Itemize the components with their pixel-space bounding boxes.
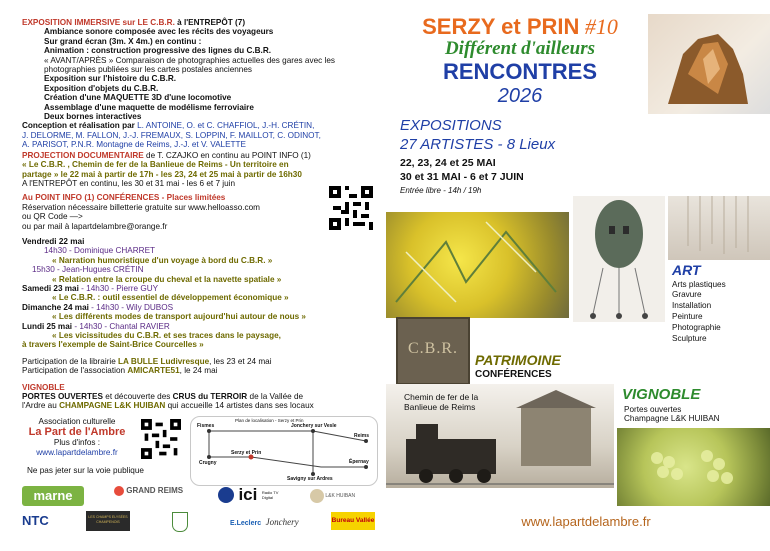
- conf-day-5-row: [22, 322, 377, 331]
- expo-title-a: EXPOSITION IMMERSIVE sur LE C.B.R.: [22, 18, 175, 27]
- conf-time-5: - 14h30 - Chantal RAVIER: [72, 321, 170, 331]
- credits-line-2: J. DELORME, M. FALLON, J.-J. FREMAUX, S. LOPPIN, F. MAILLOT, C. ODINOT,: [22, 130, 321, 140]
- train-photo: [386, 384, 614, 488]
- vignoble-l1b: et découverte des: [102, 392, 173, 402]
- librairie-name: LA BULLE Ludivresque: [118, 356, 210, 366]
- logo-champs-elysees: LES CHAMPS ELYSÉES CHAMPENOIS: [86, 511, 130, 531]
- projection-line-3: partage » le 22 mai à partir de 17h - les 23, 24 et 25 mai à partir de 16h30: [22, 169, 302, 179]
- logo-bureau-vallee: Bureau Vallée: [331, 512, 375, 530]
- qr-code-website[interactable]: [141, 419, 181, 459]
- conf-day-4: Dimanche 24 mai: [22, 302, 89, 312]
- vignoble-line-1: [22, 392, 377, 401]
- credits-line-1: [22, 121, 377, 130]
- website-url[interactable]: www.lapartdelambre.fr: [521, 514, 651, 529]
- ici-label: ici: [238, 485, 258, 504]
- installation-photo: [668, 196, 770, 260]
- expo-line-8: Création d'une MAQUETTE 3D d'une locomotive: [44, 93, 232, 103]
- art-item-2: Gravure: [672, 290, 702, 300]
- expositions-heading: EXPOSITIONS: [400, 117, 502, 134]
- sculpture-shape: [648, 14, 770, 114]
- patrimoine-conferences: CONFÉRENCES: [475, 369, 552, 380]
- expo-line-7: Exposition d'objets du C.B.R.: [44, 83, 159, 93]
- vignoble-sub-2: Champagne L&K HUIBAN: [624, 414, 720, 423]
- mask-shape: [573, 196, 665, 322]
- leclerc-label: E.Leclerc: [230, 520, 262, 527]
- train-caption-2: Banlieue de Reims: [404, 402, 476, 412]
- expo-line-5: photographies publiées sur les cartes postales anciennes: [44, 65, 253, 75]
- lk-huiban-label: L&K HUIBAN: [325, 493, 356, 499]
- conf-time-2-row: [22, 265, 377, 274]
- conf-talk-5: « Les vicissitudes du C.B.R. et ses traces dans le paysage,: [52, 331, 281, 340]
- conf-talk-2: « Relation entre la croupe du cheval et la navette spatiale »: [52, 274, 282, 284]
- vignoble-portes: PORTES OUVERTES: [22, 392, 103, 402]
- expo-title-b: à l'ENTREPÔT (7): [174, 18, 246, 27]
- conf-talk-1: « Narration humoristique d'un voyage à bord du C.B.R. »: [52, 255, 273, 265]
- projection-title: [22, 151, 377, 160]
- expo-line-6: Exposition sur l'histoire du C.B.R.: [44, 74, 177, 84]
- conf-talk-5-end: à travers l'exemple de Saint-Brice Courcelles »: [22, 340, 204, 350]
- assoc-label: Association culturelle: [38, 417, 116, 426]
- projection-line-4: A l'ENTREPÔT en continu, les 30 et 31 mai - les 6 et 7 juin: [22, 178, 236, 188]
- grand-reims-icon: [114, 486, 124, 496]
- assoc-info: Plus d'infos :: [53, 438, 101, 448]
- conferences-line-2: ou QR Code —>: [22, 212, 83, 222]
- grand-reims-label: GRAND REIMS: [126, 486, 184, 496]
- conf-time-1: 14h30 - Dominique CHARRET: [44, 246, 156, 256]
- librairie-line: [22, 357, 377, 366]
- map-place-epernay: Épernay: [349, 459, 369, 465]
- title-serzy: [400, 14, 640, 40]
- conf-time-4: - 14h30 - Wily DUBOS: [88, 302, 174, 312]
- art-list: [672, 280, 726, 344]
- conf-time-3: - 14h30 - Pierre GUY: [78, 283, 159, 293]
- credits-label: Conception et réalisation par: [22, 121, 135, 131]
- cbr-plate-text: C.B.R.: [407, 340, 458, 357]
- train-caption-1: Chemin de fer de la: [404, 392, 479, 402]
- conf-day-5: Lundi 25 mai: [22, 321, 73, 331]
- expo-line-1: Ambiance sonore composée avec les récits des voyageurs: [44, 27, 274, 37]
- projection-line-2: « Le C.B.R. , Chemin de fer de la Banlieue de Reims - Un territoire en: [22, 160, 289, 170]
- projection-heading: PROJECTION DOCUMENTAIRE: [22, 150, 144, 160]
- vignoble-sub-1: Portes ouvertes: [624, 405, 682, 414]
- vignoble-champagne: CHAMPAGNE L&K HUIBAN: [59, 401, 166, 411]
- expo-line-3: Animation : construction progressive des lignes du C.B.R.: [44, 46, 272, 56]
- patrimoine-title: PATRIMOINE: [475, 352, 561, 368]
- conf-day-1: Vendredi 22 mai: [22, 236, 85, 246]
- map-place-savigny: Savigny sur Ardres: [287, 476, 333, 482]
- lk-huiban-icon: [310, 489, 324, 503]
- credits-names-1: L. ANTOINE, O. et C. CHAFFIOL, J.-H. CRÉTIN,: [134, 121, 315, 131]
- vignoble-l2c: qui accueille 14 artistes dans ses locaux: [165, 401, 314, 411]
- art-item-1: Arts plastiques: [672, 280, 726, 289]
- vignoble-line-2: [22, 401, 377, 410]
- map-title: Plan de localisation - Serzy et Prin: [235, 418, 304, 423]
- association-date: , le 24 mai: [179, 366, 218, 376]
- expo-line-4: « AVANT/APRÈS » Comparaison de photographies actuelles des gares avec les: [44, 55, 335, 65]
- association-name: AMICARTE51: [127, 366, 180, 376]
- grapes-photo: [617, 428, 770, 506]
- art-item-6: Sculpture: [672, 334, 707, 344]
- year: 2026: [497, 85, 543, 107]
- mask-sculpture-photo: [573, 196, 665, 322]
- qr-code-conferences[interactable]: [329, 186, 373, 230]
- conf-talk-4: « Les différents modes de transport aujourd'hui autour de nous »: [52, 312, 306, 322]
- conf-day-3: Samedi 23 mai: [22, 283, 79, 293]
- title-edition: #10: [579, 14, 618, 39]
- location-map[interactable]: [190, 416, 378, 486]
- librairie-dates: , les 23 et 24 mai: [209, 356, 272, 366]
- conf-day-4-row: [22, 303, 377, 312]
- painting-yellow: [386, 212, 569, 318]
- logo-marne: marne: [22, 486, 84, 506]
- conf-time-2: 15h30 - Jean-Hugues CRÉTIN: [32, 265, 144, 275]
- art-item-4: Peinture: [672, 312, 703, 322]
- map-place-jonchery: Jonchery sur Vesle: [291, 423, 337, 429]
- disposal-notice: Ne pas jeter sur la voie publique: [27, 466, 144, 475]
- vignoble-l1d: de la Vallée de: [247, 392, 304, 402]
- logo-ntc: NTC: [22, 513, 49, 528]
- expo-line-2: Sur grand écran (3m. X 4m.) en continu :: [44, 36, 202, 46]
- rencontres: RENCONTRES: [442, 59, 597, 84]
- expo-line-9: Assemblage d'une maquette de modélisme ferroviaire: [44, 102, 254, 112]
- logo-emblem-icon: [172, 512, 188, 532]
- map-place-reims: Reims: [354, 433, 370, 439]
- projection-line-1: de T. CZAJKO en continu au POINT INFO (1): [143, 150, 311, 160]
- conferences-line-1: Réservation nécessaire billetterie gratuite sur www.helloasso.com: [22, 202, 261, 212]
- dates-2: 30 et 31 MAI - 6 et 7 JUIN: [400, 171, 524, 183]
- expo-line-10: Deux bornes interactives: [44, 112, 142, 122]
- librairie-a: Participation de la librairie: [22, 356, 119, 366]
- installation-shape: [668, 196, 770, 260]
- association-block: [22, 417, 132, 457]
- conferences-line-3[interactable]: ou par mail à lapartdelambre@orange.fr: [22, 221, 168, 231]
- vignoble-title: VIGNOBLE: [22, 382, 65, 392]
- map-place-fismes: Fismes: [197, 423, 215, 429]
- expo-title: [22, 18, 377, 27]
- logo-ici: [218, 485, 298, 507]
- entree-libre: Entrée libre - 14h / 19h: [400, 186, 482, 195]
- subtitle: Différent d'ailleurs: [444, 38, 596, 59]
- map-roads: [191, 417, 377, 485]
- left-column: [22, 18, 377, 411]
- logo-grand-reims: [114, 486, 194, 504]
- ici-sub: Radio TV Digital: [261, 490, 279, 500]
- art-item-3: Installation: [672, 301, 712, 311]
- art-title: ART: [672, 262, 701, 278]
- artistes-heading: 27 ARTISTES - 8 Lieux: [400, 136, 556, 153]
- sculpture-photo: [648, 14, 770, 114]
- map-place-crugny: Crugny: [199, 460, 217, 466]
- assoc-url[interactable]: www.lapartdelambre.fr: [36, 447, 118, 457]
- logo-leclerc: [230, 512, 310, 534]
- cbr-plate: [396, 317, 470, 385]
- vignoble-l2a: l'Ardre au: [22, 401, 60, 411]
- vignoble-crus: CRUS du TERROIR: [172, 392, 248, 402]
- ici-dot-icon: [218, 487, 234, 503]
- vignoble-heading: VIGNOBLE: [622, 386, 701, 403]
- conferences-title: Au POINT INFO (1) CONFÉRENCES - Places limitées: [22, 193, 226, 203]
- grapes-shape: [617, 428, 770, 506]
- dates-1: 22, 23, 24 et 25 MAI: [400, 157, 496, 169]
- association-line: [22, 366, 377, 375]
- logo-lk-huiban: [310, 486, 374, 506]
- assoc-name: La Part de l'Ambre: [28, 426, 126, 439]
- painting-strokes: [386, 212, 569, 318]
- art-item-5: Photographie: [672, 323, 721, 333]
- conf-day-3-row: [22, 284, 377, 293]
- association-a: Participation de l'association: [22, 366, 128, 376]
- conf-talk-3: « Le C.B.R. : outil essentiel de développement économique »: [52, 293, 289, 303]
- credits-line-3: A. PARISOT, P.N.R. Montagne de Reims, J.-J. et V. VALETTE: [22, 140, 247, 150]
- leclerc-jonchery: Jonchery: [265, 517, 299, 527]
- title-serzy-text: SERZY et PRIN: [422, 14, 580, 39]
- map-place-serzy: Serzy et Prin: [231, 450, 262, 456]
